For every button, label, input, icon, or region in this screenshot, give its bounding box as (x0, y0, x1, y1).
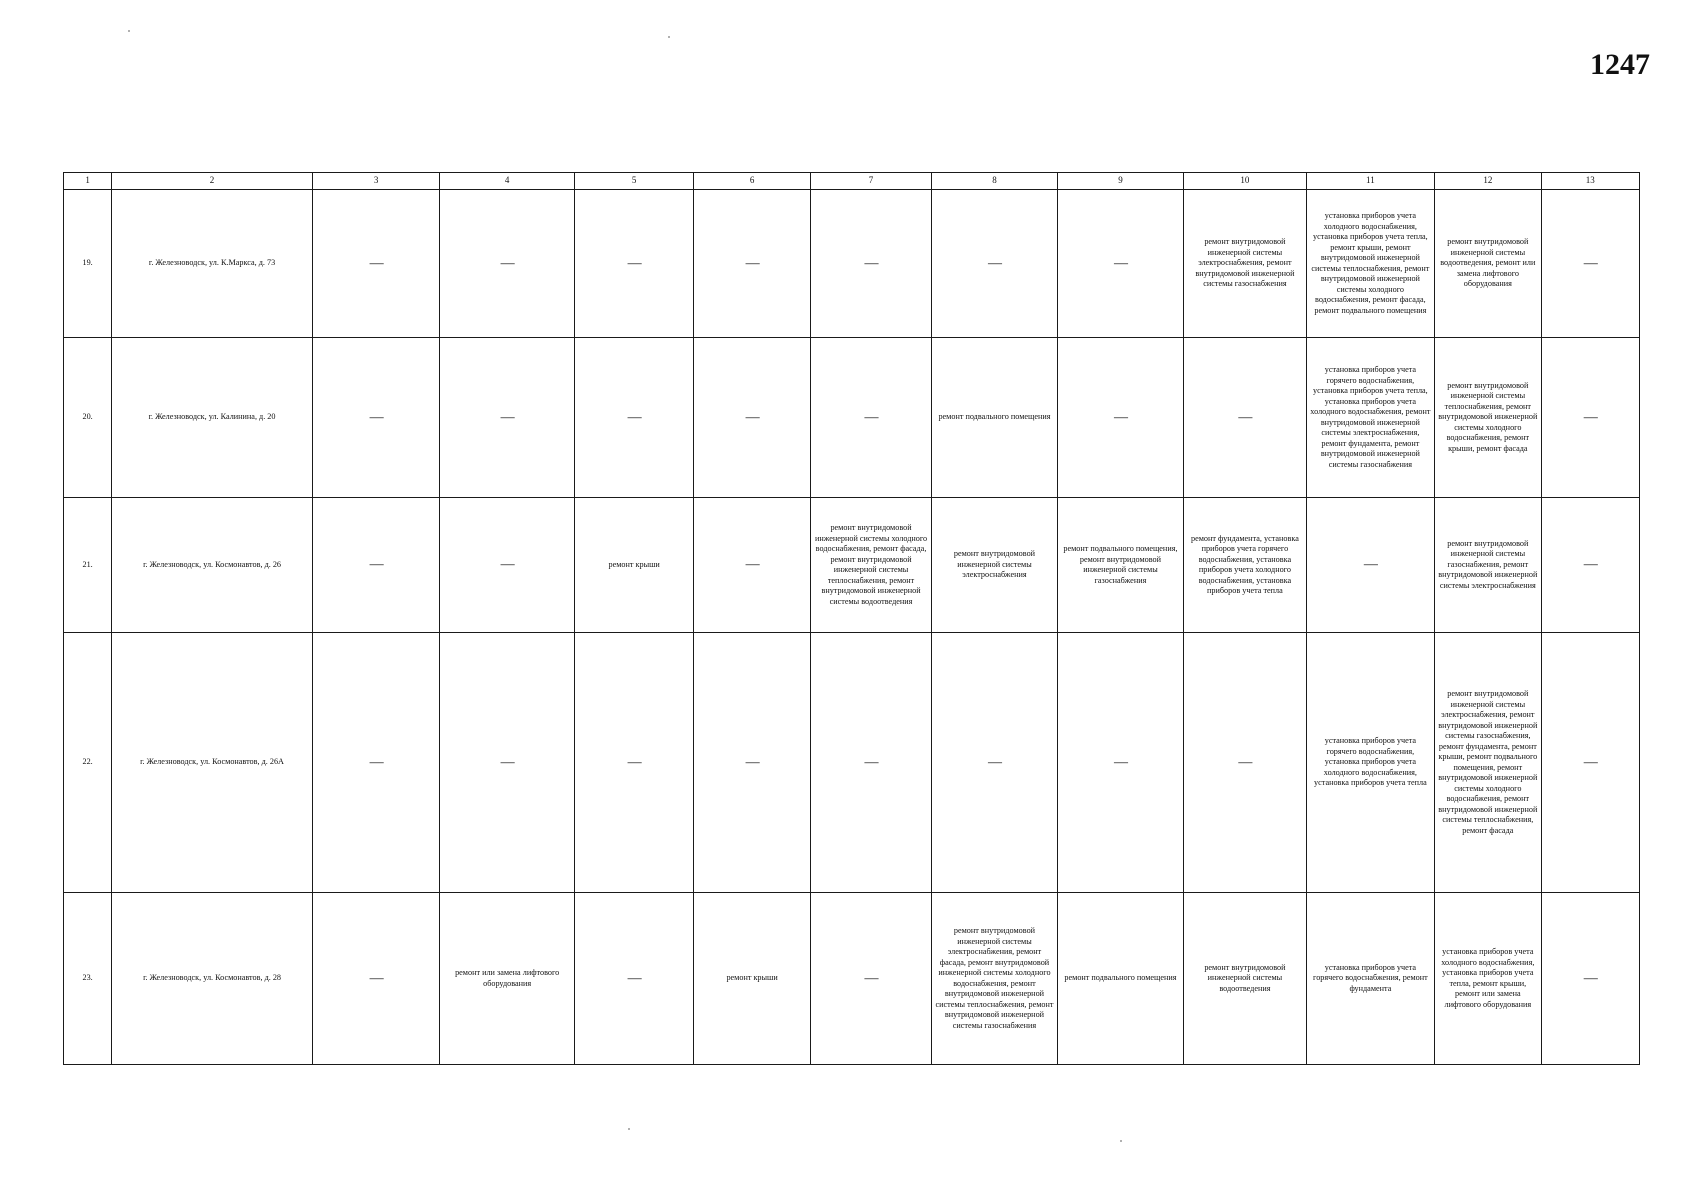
work-description-cell: ремонт внутридомовой инженерной системы водоотведения (1184, 893, 1306, 1065)
column-number-10: 10 (1184, 173, 1306, 190)
column-number-9: 9 (1057, 173, 1183, 190)
work-description-cell: ремонт крыши (694, 893, 810, 1065)
work-description-cell: ремонт внутридомовой инженерной системы электроснабжения, ремонт фасада, ремонт внутридомовой инженерной системы холодного водоснабжения, ремонт внутридомовой инженерной системы теплоснабжения, ремонт внутридомовой инженерной системы газоснабжения (932, 893, 1057, 1065)
column-number-11: 11 (1306, 173, 1434, 190)
dash-mark: — (1583, 409, 1597, 425)
address-cell: г. Железноводск, ул. К.Маркса, д. 73 (112, 190, 313, 338)
row-number: 21. (64, 498, 112, 633)
dash-mark: — (1113, 754, 1127, 770)
work-description-cell: установка приборов учета холодного водоснабжения, установка приборов учета тепла, ремонт крыши, ремонт или замена лифтового оборудования (1435, 893, 1541, 1065)
empty-dash-cell (574, 893, 693, 1065)
dash-mark: — (1363, 557, 1377, 573)
empty-dash-cell (1057, 633, 1183, 893)
dash-mark: — (1583, 557, 1597, 573)
work-description-cell: установка приборов учета горячего водоснабжения, ремонт фундамента (1306, 893, 1434, 1065)
column-number-5: 5 (574, 173, 693, 190)
empty-dash-cell (694, 498, 810, 633)
work-description-cell: ремонт внутридомовой инженерной системы холодного водоснабжения, ремонт фасада, ремонт внутридомовой инженерной системы теплоснабжения, ремонт внутридомовой инженерной системы водоотведения (810, 498, 931, 633)
table-header (64, 173, 1640, 190)
empty-dash-cell (312, 190, 439, 338)
empty-dash-cell (440, 633, 575, 893)
table-row (64, 893, 1640, 1065)
row-number: 20. (64, 338, 112, 498)
table-row (64, 190, 1640, 338)
dash-mark: — (1583, 255, 1597, 271)
dash-mark: — (745, 255, 759, 271)
dash-mark: — (987, 255, 1001, 271)
dash-mark: — (1583, 970, 1597, 986)
empty-dash-cell (440, 190, 575, 338)
empty-dash-cell (694, 190, 810, 338)
dash-mark: — (1583, 754, 1597, 770)
scan-speck (628, 1128, 630, 1130)
column-number-7: 7 (810, 173, 931, 190)
address-cell: г. Железноводск, ул. Космонавтов, д. 26А (112, 633, 313, 893)
column-number-1: 1 (64, 173, 112, 190)
table-row (64, 633, 1640, 893)
empty-dash-cell (932, 190, 1057, 338)
row-number: 22. (64, 633, 112, 893)
dash-mark: — (627, 970, 641, 986)
empty-dash-cell (312, 498, 439, 633)
table-row (64, 338, 1640, 498)
dash-mark: — (500, 557, 514, 573)
dash-mark: — (987, 754, 1001, 770)
empty-dash-cell (1541, 893, 1639, 1065)
dash-mark: — (627, 255, 641, 271)
dash-mark: — (500, 409, 514, 425)
column-number-4: 4 (440, 173, 575, 190)
empty-dash-cell (574, 633, 693, 893)
dash-mark: — (369, 409, 383, 425)
dash-mark: — (1238, 409, 1252, 425)
empty-dash-cell (810, 338, 931, 498)
work-description-cell: ремонт внутридомовой инженерной системы теплоснабжения, ремонт внутридомовой инженерной системы холодного водоснабжения, ремонт крыши, ремонт фасада (1435, 338, 1541, 498)
dash-mark: — (864, 409, 878, 425)
column-number-2: 2 (112, 173, 313, 190)
empty-dash-cell (1541, 190, 1639, 338)
dash-mark: — (745, 557, 759, 573)
scan-speck (1120, 1140, 1122, 1142)
work-description-cell: ремонт подвального помещения (932, 338, 1057, 498)
work-description-cell: ремонт фундамента, установка приборов учета горячего водоснабжения, установка приборов учета холодного водоснабжения, установка приборов учета тепла (1184, 498, 1306, 633)
column-number-8: 8 (932, 173, 1057, 190)
scan-speck (128, 30, 130, 32)
empty-dash-cell (1541, 498, 1639, 633)
table-row (64, 498, 1640, 633)
empty-dash-cell (932, 633, 1057, 893)
page-number: 1247 (1590, 48, 1650, 81)
dash-mark: — (864, 255, 878, 271)
dash-mark: — (627, 409, 641, 425)
empty-dash-cell (1184, 633, 1306, 893)
work-description-cell: ремонт внутридомовой инженерной системы водоотведения, ремонт или замена лифтового оборудования (1435, 190, 1541, 338)
empty-dash-cell (312, 893, 439, 1065)
empty-dash-cell (574, 190, 693, 338)
empty-dash-cell (1306, 498, 1434, 633)
empty-dash-cell (810, 190, 931, 338)
work-description-cell: установка приборов учета холодного водоснабжения, установка приборов учета тепла, ремонт крыши, ремонт внутридомовой инженерной системы теплоснабжения, ремонт внутридомовой инженерной системы холодного водоснабжения, ремонт фасада, ремонт подвального помещения (1306, 190, 1434, 338)
work-description-cell: ремонт внутридомовой инженерной системы газоснабжения, ремонт внутридомовой инженерной системы электроснабжения (1435, 498, 1541, 633)
dash-mark: — (745, 754, 759, 770)
works-table (63, 172, 1640, 1065)
dash-mark: — (500, 754, 514, 770)
dash-mark: — (1113, 409, 1127, 425)
dash-mark: — (745, 409, 759, 425)
dash-mark: — (1113, 255, 1127, 271)
dash-mark: — (627, 754, 641, 770)
work-description-cell: ремонт подвального помещения, ремонт внутридомовой инженерной системы газоснабжения (1057, 498, 1183, 633)
column-number-3: 3 (312, 173, 439, 190)
empty-dash-cell (1057, 190, 1183, 338)
column-number-12: 12 (1435, 173, 1541, 190)
scan-speck (668, 36, 670, 38)
column-number-row (64, 173, 1640, 190)
row-number: 19. (64, 190, 112, 338)
work-description-cell: ремонт подвального помещения (1057, 893, 1183, 1065)
work-description-cell: ремонт крыши (574, 498, 693, 633)
dash-mark: — (369, 557, 383, 573)
empty-dash-cell (1057, 338, 1183, 498)
empty-dash-cell (574, 338, 693, 498)
work-description-cell: ремонт внутридомовой инженерной системы электроснабжения, ремонт внутридомовой инженерной системы газоснабжения, ремонт фундамента, ремонт крыши, ремонт подвального помещения, ремонт внутридомовой инженерной системы холодного водоснабжения, ремонт внутридомовой инженерной системы теплоснабжения, ремонт фасада (1435, 633, 1541, 893)
empty-dash-cell (440, 498, 575, 633)
empty-dash-cell (312, 633, 439, 893)
work-description-cell: ремонт или замена лифтового оборудования (440, 893, 575, 1065)
work-description-cell: установка приборов учета горячего водоснабжения, установка приборов учета тепла, установка приборов учета холодного водоснабжения, ремонт внутридомовой инженерной системы электроснабжения, ремонт фундамента, ремонт внутридомовой инженерной системы газоснабжения (1306, 338, 1434, 498)
dash-mark: — (369, 255, 383, 271)
dash-mark: — (864, 970, 878, 986)
work-description-cell: установка приборов учета горячего водоснабжения, установка приборов учета холодного водоснабжения, установка приборов учета тепла (1306, 633, 1434, 893)
empty-dash-cell (694, 338, 810, 498)
empty-dash-cell (1184, 338, 1306, 498)
dash-mark: — (369, 754, 383, 770)
dash-mark: — (1238, 754, 1252, 770)
address-cell: г. Железноводск, ул. Калинина, д. 20 (112, 338, 313, 498)
empty-dash-cell (312, 338, 439, 498)
empty-dash-cell (810, 893, 931, 1065)
work-description-cell: ремонт внутридомовой инженерной системы электроснабжения (932, 498, 1057, 633)
empty-dash-cell (440, 338, 575, 498)
dash-mark: — (864, 754, 878, 770)
empty-dash-cell (694, 633, 810, 893)
column-number-6: 6 (694, 173, 810, 190)
column-number-13: 13 (1541, 173, 1639, 190)
empty-dash-cell (810, 633, 931, 893)
address-cell: г. Железноводск, ул. Космонавтов, д. 26 (112, 498, 313, 633)
dash-mark: — (369, 970, 383, 986)
empty-dash-cell (1541, 338, 1639, 498)
empty-dash-cell (1541, 633, 1639, 893)
work-description-cell: ремонт внутридомовой инженерной системы электроснабжения, ремонт внутридомовой инженерной системы газоснабжения (1184, 190, 1306, 338)
address-cell: г. Железноводск, ул. Космонавтов, д. 28 (112, 893, 313, 1065)
row-number: 23. (64, 893, 112, 1065)
table-body (64, 190, 1640, 1065)
dash-mark: — (500, 255, 514, 271)
